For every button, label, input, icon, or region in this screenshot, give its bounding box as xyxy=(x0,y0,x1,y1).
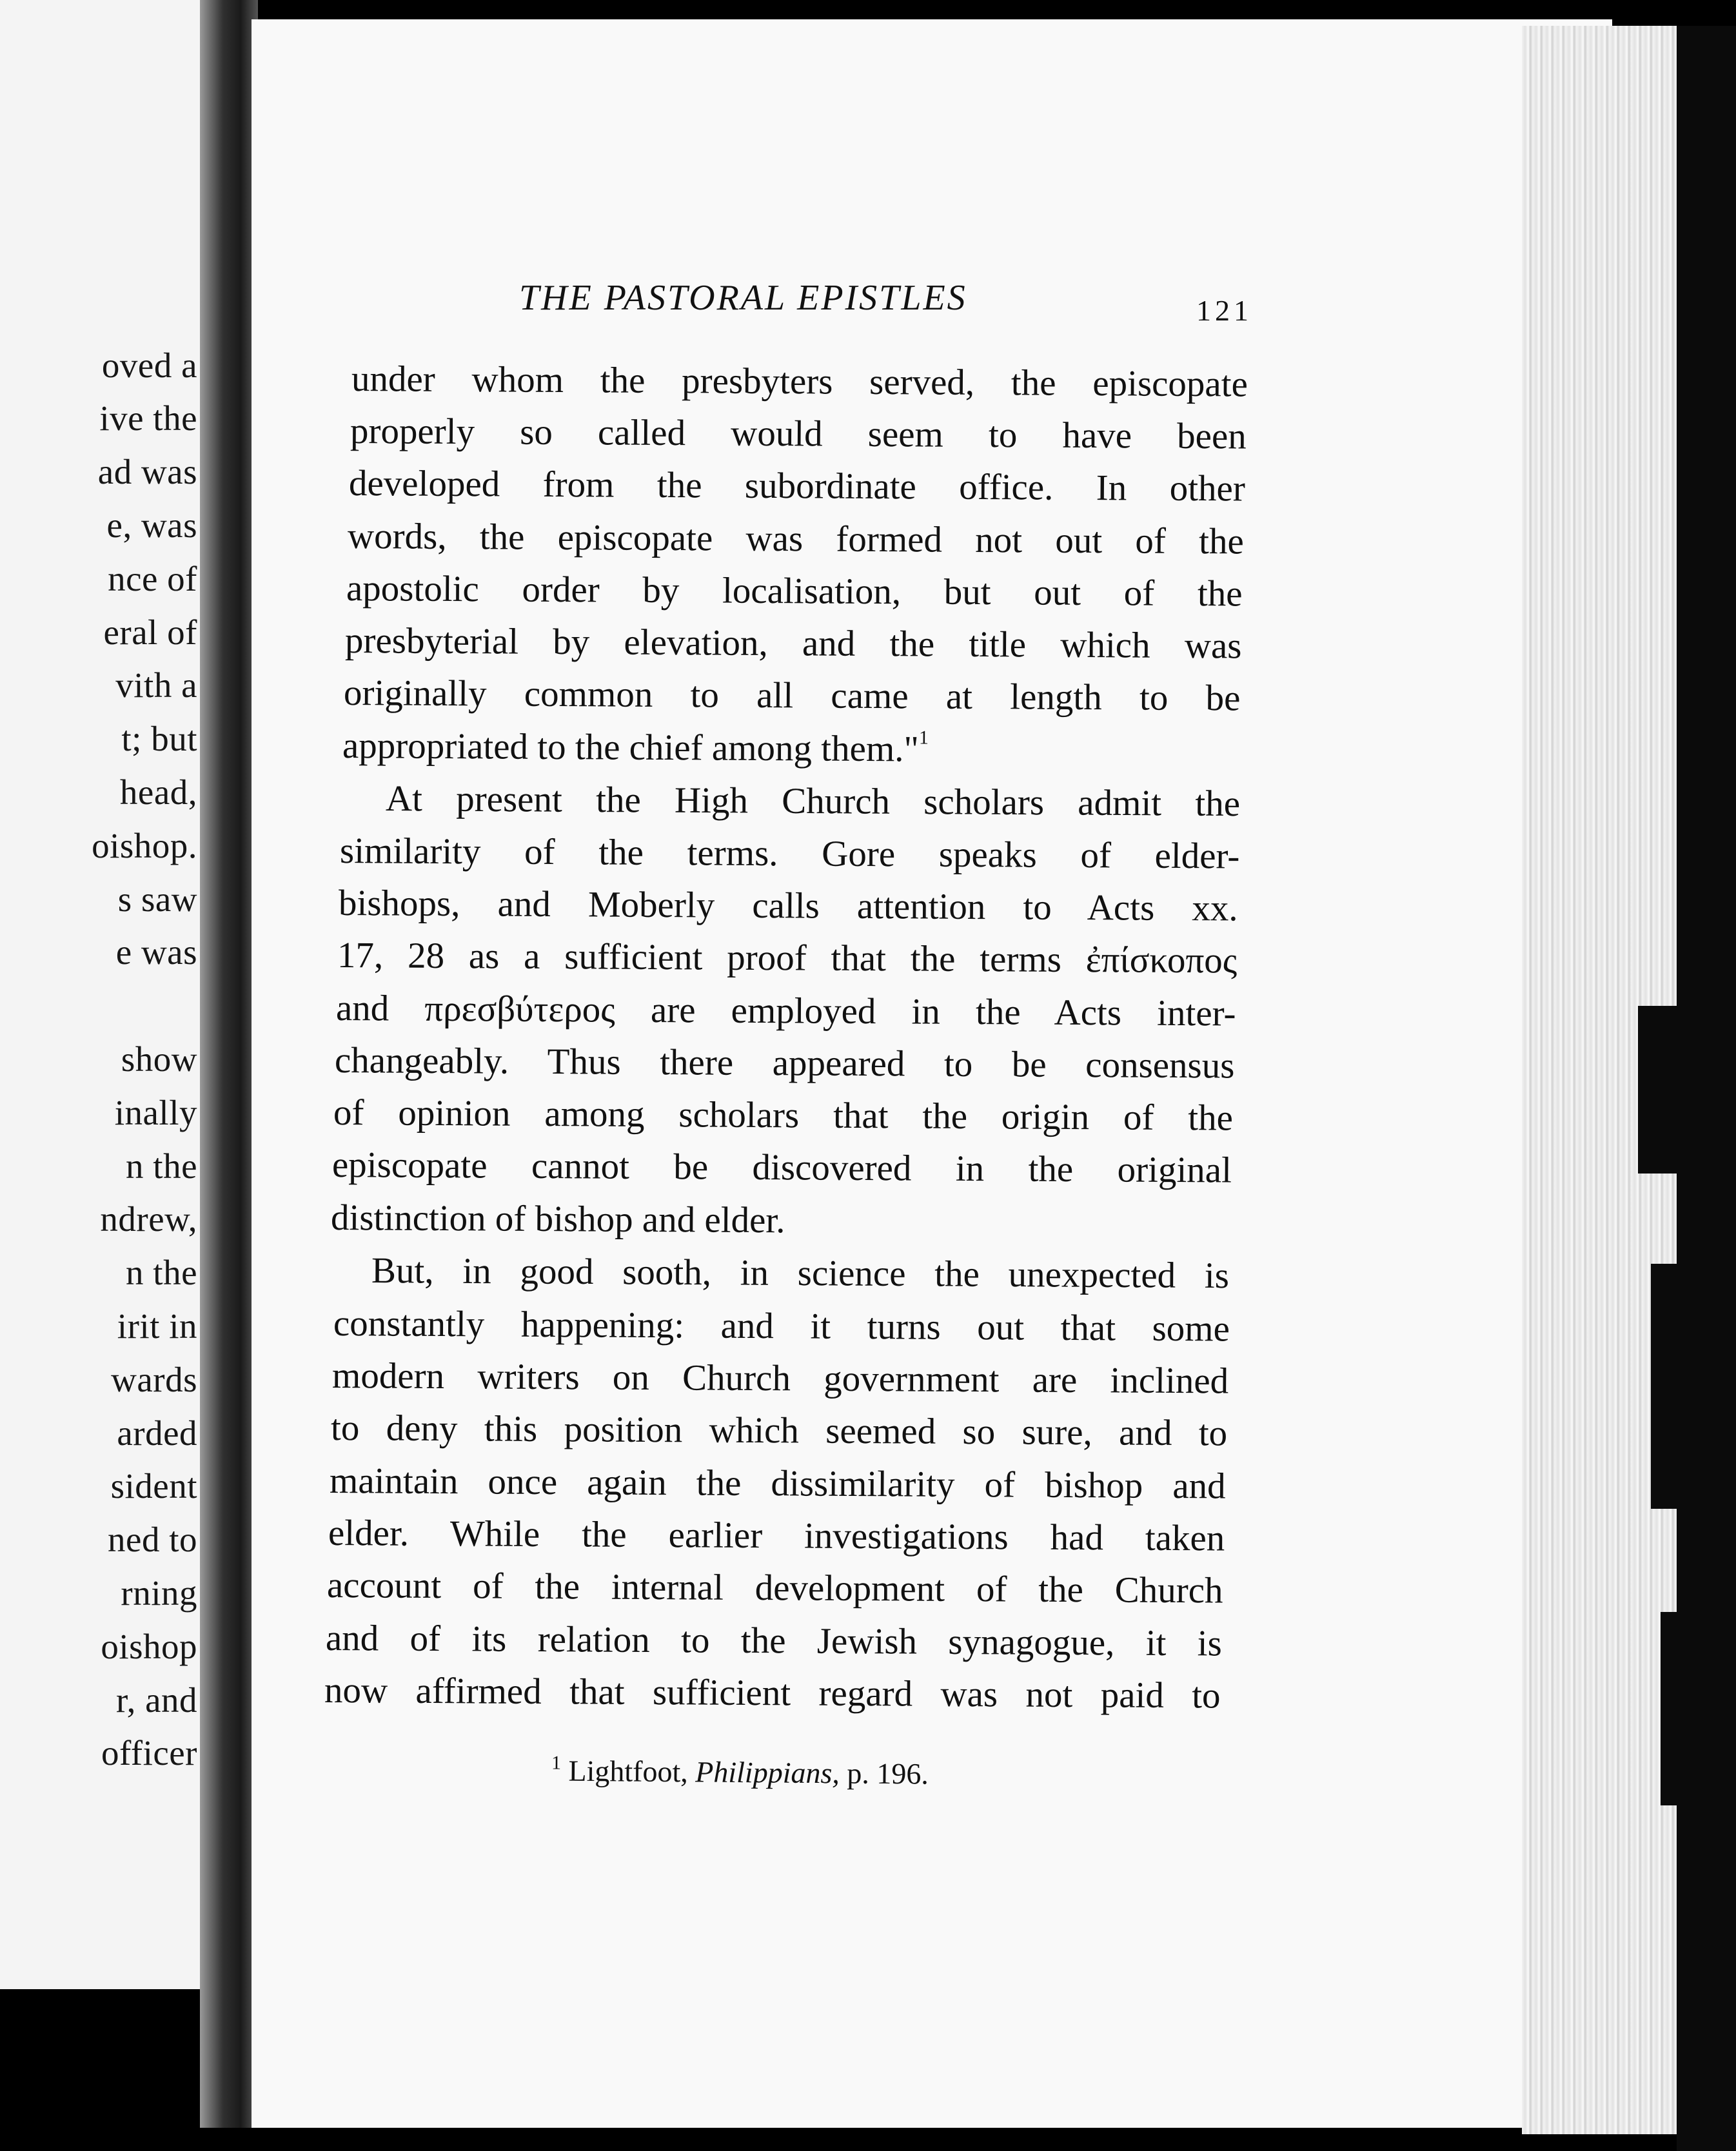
left-text-line: wards xyxy=(111,1360,197,1399)
footnote-title: Philippians, xyxy=(695,1755,840,1790)
body-text-line: similarity of the terms. Gore speaks of elder- xyxy=(339,830,1240,877)
body-text-line: modern writers on Church government are inclined xyxy=(331,1355,1229,1402)
left-text-line: e was xyxy=(115,932,197,972)
body-text-line: and of its relation to the Jewish synagogue, it is xyxy=(325,1618,1223,1664)
footnote xyxy=(551,1753,929,1791)
body-text-line: changeably. Thus there appeared to be consensus xyxy=(334,1040,1235,1086)
left-text-line: officer xyxy=(101,1733,197,1773)
left-text-line: rning xyxy=(121,1573,197,1613)
footnote-author: Lightfoot, xyxy=(568,1754,688,1789)
left-text-line: ad was xyxy=(97,452,197,491)
left-text-line: irit in xyxy=(117,1306,197,1346)
body-text-line: apostolic order by localisation, but out of the xyxy=(346,568,1243,614)
left-text-line: show xyxy=(121,1039,197,1079)
left-text-line: n the xyxy=(126,1146,197,1186)
edge-shadow-blot xyxy=(1661,1612,1690,1805)
body-text-line: 17, 28 as a sufficient proof that the terms ἐπίσκοπος xyxy=(337,935,1238,981)
body-text-line: originally common to all came at length to be xyxy=(343,673,1241,719)
body-text-line: elder. While the earlier investigations had taken xyxy=(328,1513,1225,1559)
left-text-line: r, and xyxy=(115,1680,197,1720)
left-text-line: inally xyxy=(114,1093,197,1132)
book-gutter xyxy=(200,0,258,2128)
left-text-line: ive the xyxy=(99,398,197,438)
body-text-line: At present the High Church scholars admit the xyxy=(385,778,1241,825)
left-text-line: nce of xyxy=(108,559,197,598)
left-text-line: oved a xyxy=(101,346,197,385)
left-text-line: t; but xyxy=(121,719,197,758)
body-text-line: bishops, and Moberly calls attention to Acts xx. xyxy=(338,883,1238,929)
body-text-line: to deny this position which seemed so sure, and to xyxy=(330,1408,1228,1454)
body-text-line: now affirmed that sufficient regard was not paid to xyxy=(324,1670,1221,1716)
body-text-line: distinction of bishop and elder. xyxy=(330,1197,785,1241)
body-text-line: developed from the subordinate office. In other xyxy=(348,463,1245,509)
left-text-line: ned to xyxy=(108,1520,197,1559)
body-text-line: under whom the presbyters served, the episcopate xyxy=(351,358,1248,405)
footnote-reference: 1 xyxy=(918,727,929,749)
footnote-page: p. 196. xyxy=(847,1756,929,1791)
edge-shadow-blot xyxy=(1651,1264,1690,1509)
body-text-line: properly so called would seem to have been xyxy=(350,411,1247,457)
left-text-line: e, was xyxy=(106,506,197,545)
page-number: 121 xyxy=(1196,294,1252,327)
body-text-line: constantly happening: and it turns out that some xyxy=(333,1303,1230,1350)
left-text-line: sident xyxy=(110,1466,197,1506)
left-text-line: eral of xyxy=(103,613,197,652)
left-text-line: arded xyxy=(117,1413,197,1453)
body-text-line: episcopate cannot be discovered in the original xyxy=(331,1144,1232,1191)
left-text-line: ndrew, xyxy=(100,1199,197,1239)
left-page-fragment xyxy=(0,0,213,1989)
left-text-line: head, xyxy=(119,772,197,812)
edge-shadow-blot xyxy=(1638,1006,1690,1174)
left-text-line: n the xyxy=(126,1253,197,1292)
body-text-line: presbyterial by elevation, and the title which was xyxy=(344,620,1242,667)
left-text-line: oishop. xyxy=(92,826,197,865)
left-text-line: s saw xyxy=(117,879,197,919)
running-header: THE PASTORAL EPISTLES xyxy=(519,278,967,318)
footnote-marker: 1 xyxy=(551,1752,562,1774)
left-text-line: vith a xyxy=(115,665,197,705)
body-text-line: of opinion among scholars that the origin of the xyxy=(333,1092,1234,1139)
body-text-line: words, the episcopate was formed not out of the xyxy=(347,516,1244,562)
body-text-line: account of the internal development of the Church xyxy=(326,1565,1223,1611)
body-text-line: maintain once again the dissimilarity of bishop and xyxy=(329,1460,1226,1507)
body-text-line: But, in good sooth, in science the unexpected is xyxy=(371,1250,1230,1297)
body-text-line: appropriated to the chief among them."$^1$ xyxy=(342,725,929,770)
left-text-line: oishop xyxy=(101,1627,197,1666)
body-text-line: and πρεσβύτερος are employed in the Acts inter- xyxy=(335,988,1236,1034)
